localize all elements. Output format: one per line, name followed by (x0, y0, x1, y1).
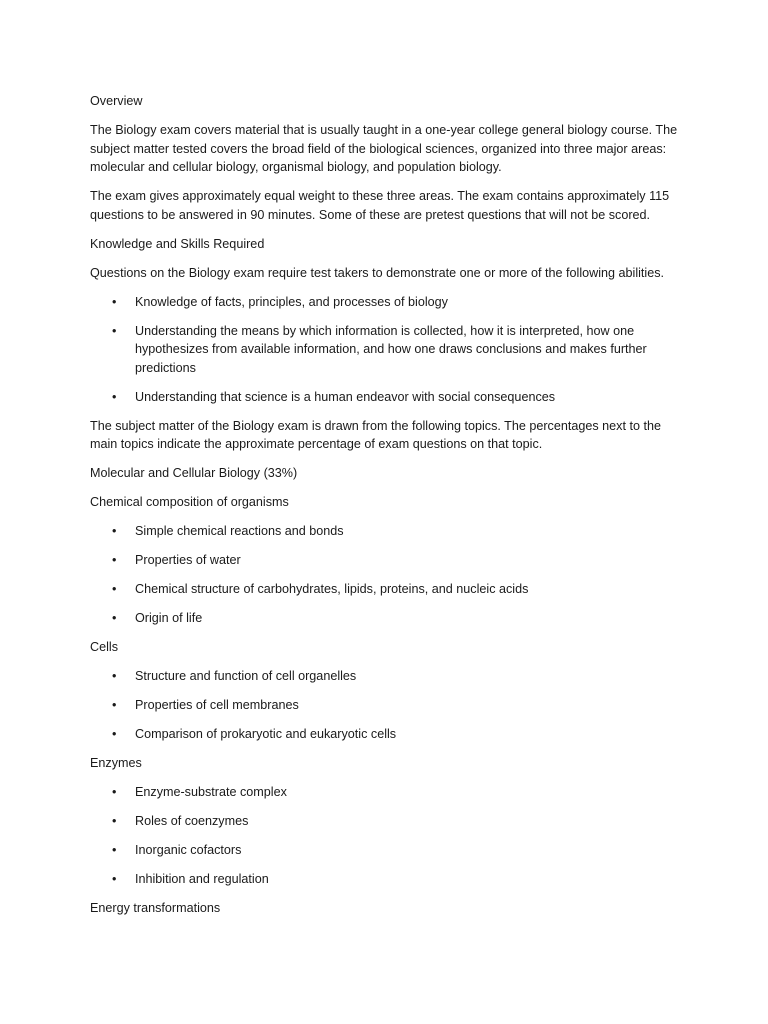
list-item-text: Structure and function of cell organelles (135, 669, 357, 683)
bullet-icon: • (112, 611, 117, 625)
list-item-text: Comparison of prokaryotic and eukaryotic cells (135, 727, 397, 741)
topics-intro: The subject matter of the Biology exam is drawn from the following topics. The percentages next to the main topics indicate the approximate percentage of exam questions on that topic. (90, 418, 661, 451)
list-item-text: Chemical structure of carbohydrates, lipids, proteins, and nucleic acids (135, 582, 529, 596)
document-page (90, 92, 680, 928)
list-item-text: Properties of cell membranes (135, 698, 299, 712)
list-item-text: Understanding that science is a human endeavor with social consequences (135, 389, 556, 404)
skills-heading: Knowledge and Skills Required (90, 236, 265, 251)
bullet-icon: • (112, 553, 117, 567)
list-item-text: Inhibition and regulation (135, 872, 269, 886)
list-item (90, 580, 680, 599)
enzymes-list (90, 783, 680, 889)
list-item-text: Inorganic cofactors (135, 843, 242, 857)
bullet-icon: • (112, 814, 117, 828)
list-item (90, 725, 680, 744)
list-item (90, 841, 680, 860)
list-item (90, 870, 680, 889)
skills-list (90, 293, 680, 407)
subtopic-heading-energy: Energy transformations (90, 901, 221, 915)
bullet-icon: • (112, 524, 117, 538)
list-item-text: Understanding the means by which information is collected, how it is interpreted, how one hypothesizes from available information, and how one draws conclusions and makes further predictions (135, 323, 647, 375)
chemical-list (90, 522, 680, 628)
list-item-text: Enzyme-substrate complex (135, 785, 287, 799)
list-item-text: Roles of coenzymes (135, 814, 249, 828)
bullet-icon: • (112, 727, 117, 741)
list-item-text: Properties of water (135, 553, 241, 567)
list-item (90, 667, 680, 686)
subtopic-heading-chemical: Chemical composition of organisms (90, 495, 289, 509)
list-item-text: Origin of life (135, 611, 203, 625)
list-item (90, 812, 680, 831)
subtopic-heading-enzymes: Enzymes (90, 756, 142, 770)
subtopic-heading-cells: Cells (90, 640, 118, 654)
overview-paragraph-2: The exam gives approximately equal weight to these three areas. The exam contains approximately 115 questions to be answered in 90 minutes. Some of these are pretest questions that will not be scored. (90, 189, 670, 222)
bullet-icon: • (112, 669, 117, 683)
section-heading-molecular: Molecular and Cellular Biology (33%) (90, 466, 298, 480)
bullet-icon: • (112, 582, 117, 596)
bullet-icon: • (112, 843, 117, 857)
list-item (90, 322, 680, 378)
overview-heading: Overview (90, 94, 143, 108)
skills-intro: Questions on the Biology exam require test takers to demonstrate one or more of the following abilities. (90, 265, 665, 280)
list-item (90, 388, 680, 407)
list-item-text: Simple chemical reactions and bonds (135, 524, 344, 538)
list-item (90, 522, 680, 541)
bullet-icon: • (112, 294, 117, 309)
bullet-icon: • (112, 323, 117, 338)
overview-paragraph-1: The Biology exam covers material that is usually taught in a one-year college general biology course. The subject matter tested covers the broad field of the biological sciences, organized into three major areas: molecular and cellular biology, organismal biology, and population biology. (90, 123, 678, 174)
cells-list (90, 667, 680, 744)
bullet-icon: • (112, 872, 117, 886)
list-item (90, 609, 680, 628)
list-item (90, 696, 680, 715)
list-item (90, 783, 680, 802)
list-item-text: Knowledge of facts, principles, and processes of biology (135, 294, 448, 309)
list-item (90, 293, 680, 312)
bullet-icon: • (112, 389, 117, 404)
bullet-icon: • (112, 785, 117, 799)
list-item (90, 551, 680, 570)
bullet-icon: • (112, 698, 117, 712)
